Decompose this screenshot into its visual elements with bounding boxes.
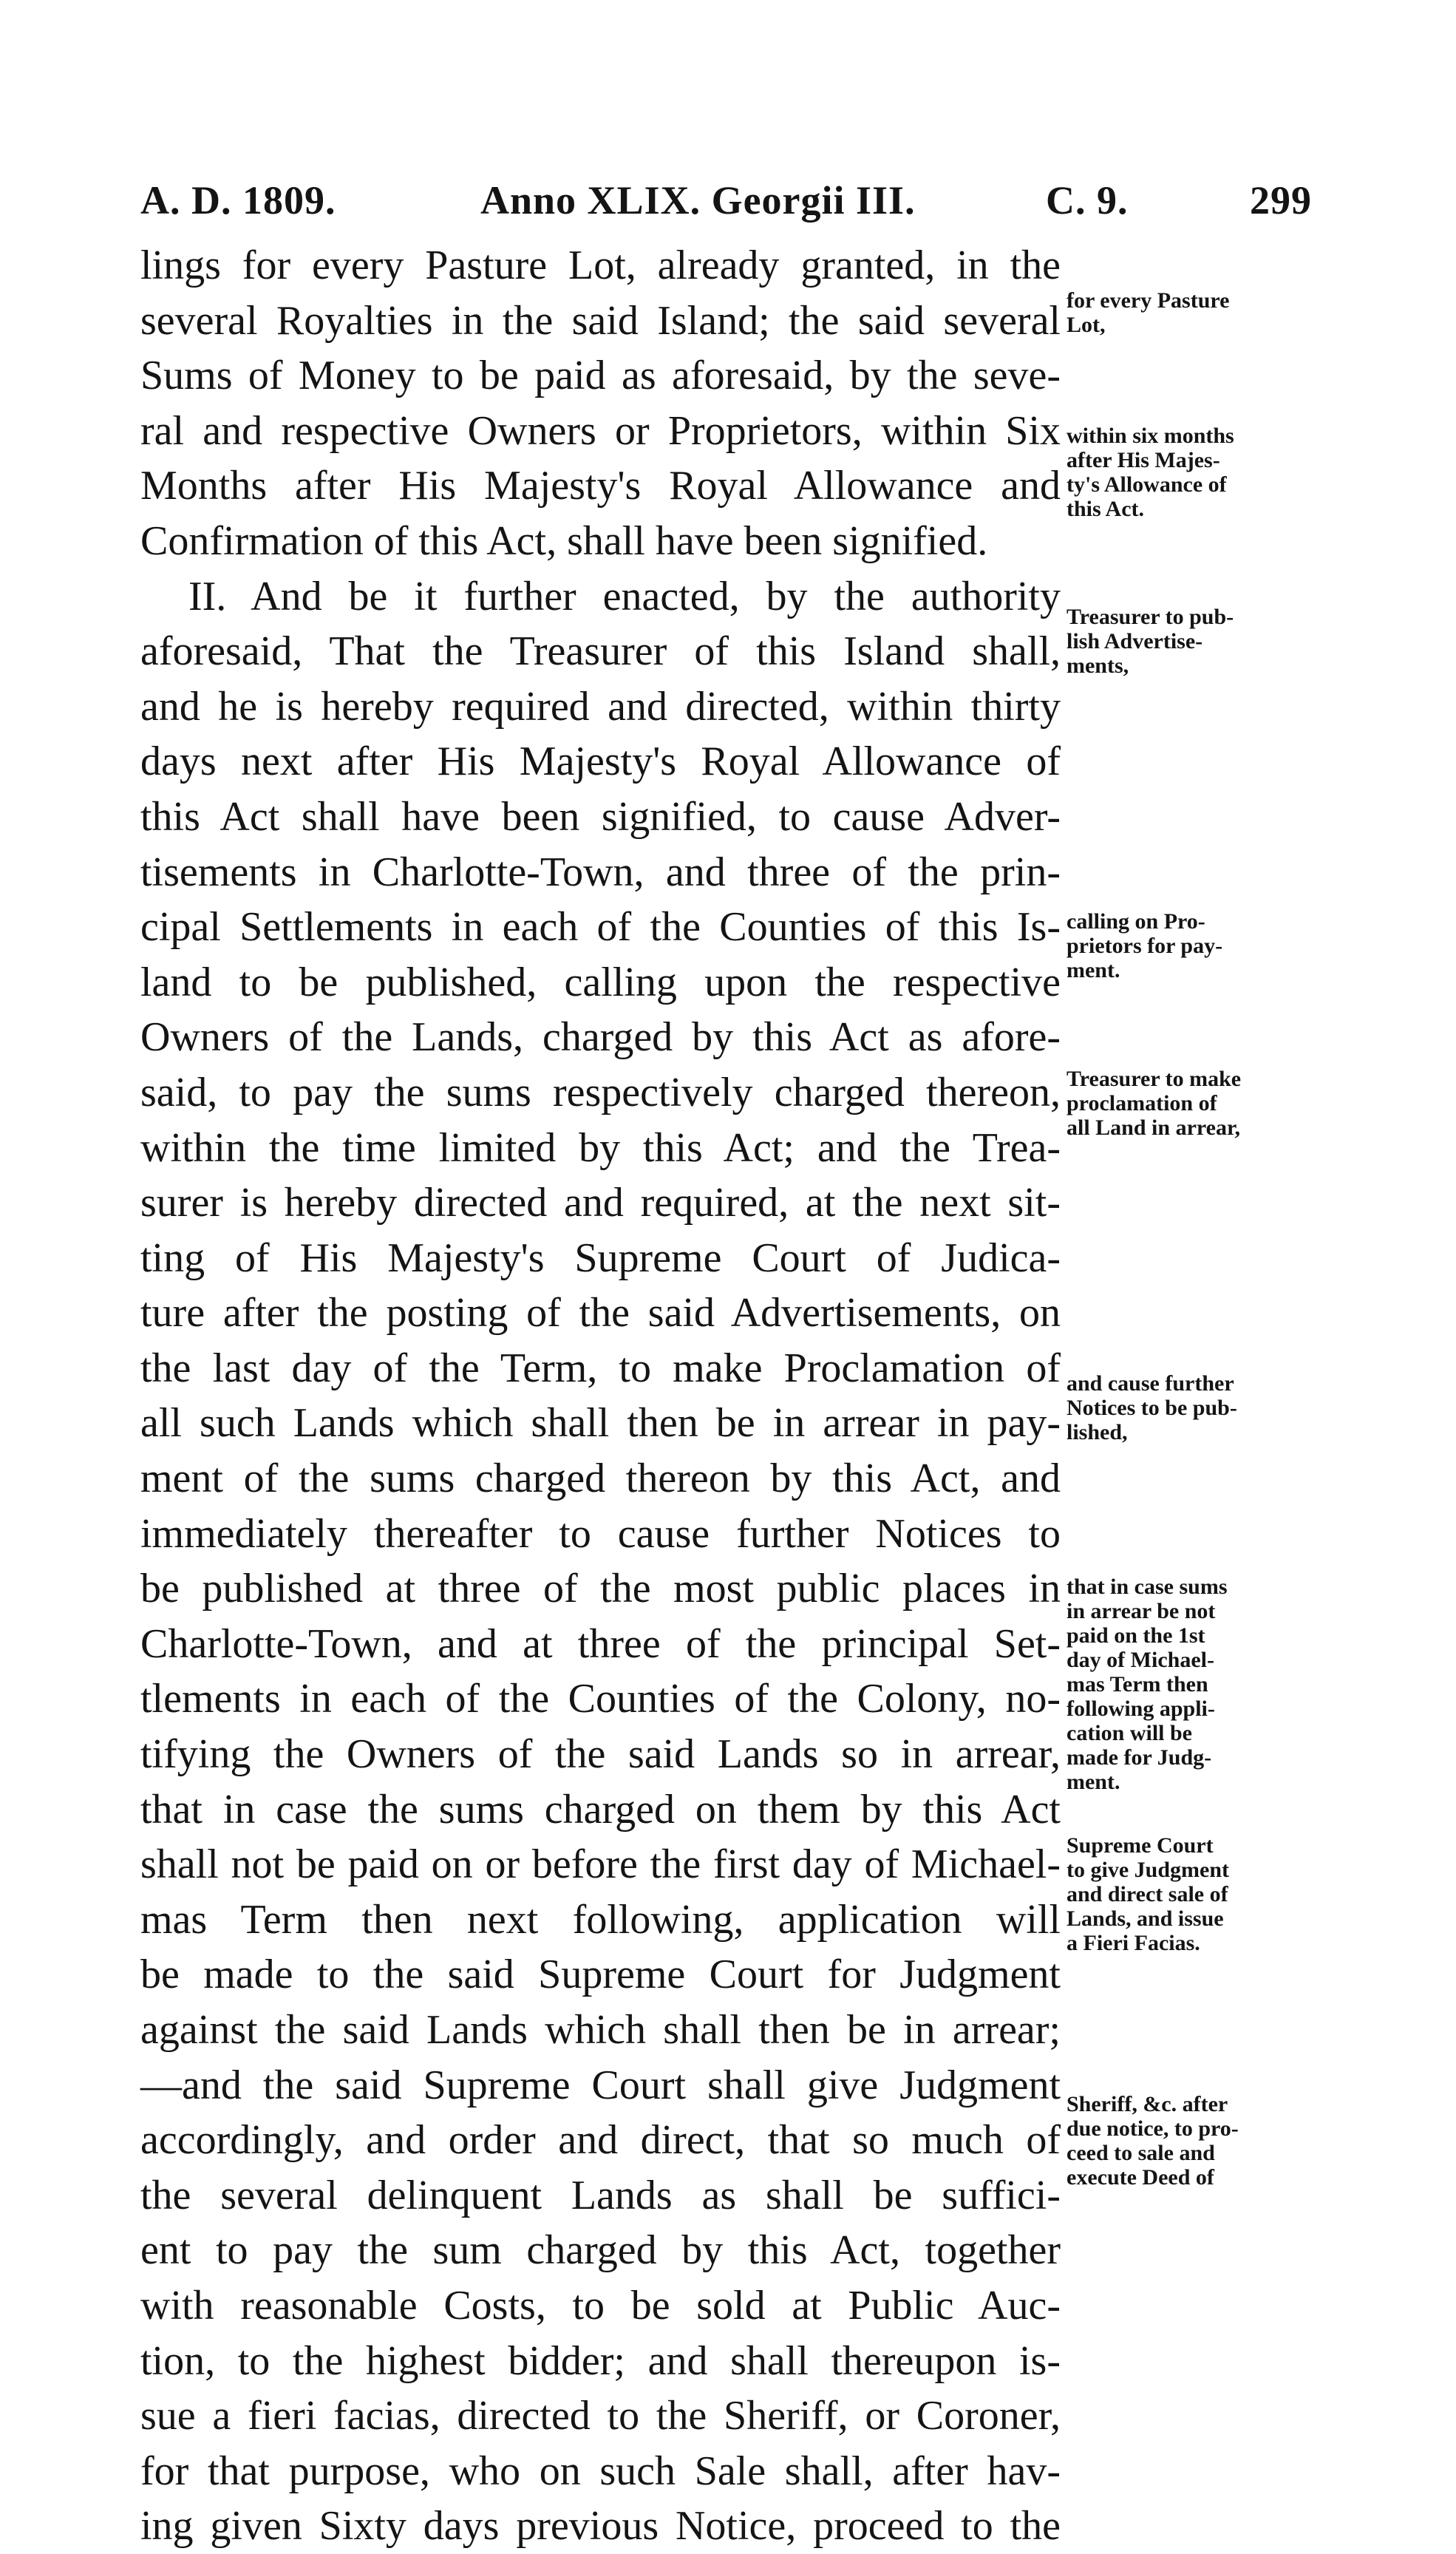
- body-line: tlements in each of the Counties of the Colony, no-: [140, 1676, 1061, 1722]
- margin-note-line: all Land in arrear,: [1067, 1115, 1241, 1140]
- margin-note-six-months: [1067, 424, 1321, 521]
- body-line: the last day of the Term, to make Proclamation of: [140, 1345, 1061, 1391]
- statute-body-text: [140, 238, 1061, 2554]
- body-line: Confirmation of this Act, shall have been signified.: [140, 517, 988, 564]
- body-line: land to be published, calling upon the respective: [140, 959, 1061, 1005]
- margin-note-line: and cause further: [1067, 1371, 1234, 1396]
- margin-note-line: execute Deed of: [1067, 2165, 1214, 2190]
- margin-note-line: for every Pasture: [1067, 288, 1230, 313]
- body-line: Charlotte-Town, and at three of the principal Set-: [140, 1620, 1061, 1667]
- header-year: A. D. 1809.: [140, 178, 336, 223]
- margin-note-line: Lot,: [1067, 313, 1106, 337]
- body-line: with reasonable Costs, to be sold at Public Auc-: [140, 2282, 1061, 2329]
- margin-note-line: cation will be: [1067, 1721, 1192, 1745]
- margin-note-line: within six months: [1067, 424, 1234, 448]
- body-line: all such Lands which shall then be in arrear in pay-: [140, 1400, 1061, 1447]
- header-regnal-year: Anno XLIX. Georgii III.: [480, 178, 916, 223]
- margin-note-line: to give Judgment: [1067, 1858, 1229, 1882]
- section-ii-start-line: II. And be it further enacted, by the authority: [188, 573, 1061, 619]
- body-line: tifying the Owners of the said Lands so in arrear,: [140, 1731, 1061, 1778]
- body-line: aforesaid, That the Treasurer of this Island shall,: [140, 628, 1061, 675]
- margin-note-further-notices: [1067, 1371, 1321, 1444]
- margin-note-line: ment.: [1067, 1770, 1120, 1794]
- body-line: tisements in Charlotte-Town, and three of the prin-: [140, 849, 1061, 895]
- body-line: surer is hereby directed and required, at the next sit-: [140, 1180, 1061, 1226]
- margin-note-line: a Fieri Facias.: [1067, 1931, 1200, 1955]
- margin-note-line: in arrear be not: [1067, 1599, 1216, 1623]
- margin-note-line: made for Judg-: [1067, 1745, 1212, 1770]
- body-line: that in case the sums charged on them by this Act: [140, 1786, 1061, 1833]
- margin-note-line: following appli-: [1067, 1697, 1215, 1721]
- margin-note-line: ments,: [1067, 653, 1129, 678]
- body-line: Sums of Money to be paid as aforesaid, by the seve-: [140, 353, 1061, 399]
- margin-note-line: ceed to sale and: [1067, 2141, 1215, 2165]
- body-line: ent to pay the sum charged by this Act, together: [140, 2227, 1061, 2274]
- body-line: several Royalties in the said Island; the said several: [140, 297, 1061, 344]
- margin-note-line: this Act.: [1067, 497, 1144, 521]
- body-line: tion, to the highest bidder; and shall thereupon is-: [140, 2337, 1061, 2384]
- margin-note-line: calling on Pro-: [1067, 909, 1205, 934]
- margin-note-line: ment.: [1067, 958, 1120, 982]
- margin-note-line: Supreme Court: [1067, 1833, 1214, 1858]
- body-line: within the time limited by this Act; and the Trea-: [140, 1124, 1061, 1171]
- body-line: lings for every Pasture Lot, already granted, in the: [140, 242, 1061, 288]
- body-line: ture after the posting of the said Advertisements, on: [140, 1290, 1061, 1337]
- body-line: shall not be paid on or before the first day of Michael-: [140, 1841, 1061, 1888]
- body-line: said, to pay the sums respectively charged thereon,: [140, 1069, 1061, 1115]
- margin-note-line: ty's Allowance of: [1067, 472, 1227, 497]
- body-line: Months after His Majesty's Royal Allowance and: [140, 463, 1061, 509]
- body-line: immediately thereafter to cause further Notices to: [140, 1510, 1061, 1557]
- margin-note-sheriff-sale: [1067, 2092, 1321, 2190]
- body-line: be published at three of the most public places in: [140, 1566, 1061, 1612]
- body-line: this Act shall have been signified, to cause Adver-: [140, 793, 1061, 840]
- body-line: ment of the sums charged thereon by this Act, and: [140, 1456, 1061, 1502]
- margin-note-line: lish Advertise-: [1067, 629, 1203, 653]
- margin-note-line: Treasurer to pub-: [1067, 605, 1234, 629]
- margin-note-line: after His Majes-: [1067, 448, 1220, 472]
- margin-note-line: prietors for pay-: [1067, 934, 1223, 958]
- body-line: for that purpose, who on such Sale shall, after hav-: [140, 2448, 1061, 2494]
- page-number: 299: [1250, 178, 1312, 223]
- margin-note-line: Treasurer to make: [1067, 1067, 1242, 1091]
- margin-note-judgment-application: [1067, 1575, 1321, 1794]
- margin-note-line: due notice, to pro-: [1067, 2116, 1239, 2141]
- margin-note-pasture-lot: [1067, 288, 1321, 337]
- margin-note-line: Sheriff, &c. after: [1067, 2092, 1228, 2116]
- margin-note-line: lished,: [1067, 1420, 1128, 1444]
- body-line: and he is hereby required and directed, within thirty: [140, 683, 1061, 730]
- running-header: [140, 177, 1312, 237]
- body-line: cipal Settlements in each of the Counties of this Is-: [140, 904, 1061, 951]
- body-line: sue a fieri facias, directed to the Sheriff, or Coroner,: [140, 2393, 1061, 2439]
- margin-note-line: and direct sale of: [1067, 1882, 1228, 1906]
- body-line: —and the said Supreme Court shall give Judgment: [140, 2062, 1061, 2108]
- margin-note-line: Notices to be pub-: [1067, 1396, 1237, 1420]
- margin-note-line: that in case sums: [1067, 1575, 1228, 1599]
- margin-note-calling-proprietors: [1067, 909, 1321, 982]
- body-line: ral and respective Owners or Proprietors, within Six: [140, 407, 1061, 454]
- body-line: be made to the said Supreme Court for Judgment: [140, 1952, 1061, 1998]
- header-chapter: C. 9.: [1046, 178, 1129, 223]
- body-line: ing given Sixty days previous Notice, proceed to the: [140, 2503, 1061, 2550]
- margin-note-line: proclamation of: [1067, 1091, 1217, 1115]
- margin-note-line: paid on the 1st: [1067, 1623, 1205, 1648]
- body-line: the several delinquent Lands as shall be suffici-: [140, 2172, 1061, 2218]
- body-line: accordingly, and order and direct, that so much of: [140, 2117, 1061, 2164]
- margin-note-treasurer-advertisements: [1067, 605, 1321, 678]
- margin-note-line: Lands, and issue: [1067, 1906, 1224, 1931]
- margin-note-fieri-facias: [1067, 1833, 1321, 1955]
- margin-note-line: day of Michael-: [1067, 1648, 1214, 1672]
- body-line: Owners of the Lands, charged by this Act as afore-: [140, 1014, 1061, 1061]
- body-line: ting of His Majesty's Supreme Court of Judica-: [140, 1234, 1061, 1281]
- body-line: against the said Lands which shall then be in arrear;: [140, 2007, 1061, 2053]
- margin-note-line: mas Term then: [1067, 1672, 1208, 1697]
- body-line: days next after His Majesty's Royal Allowance of: [140, 738, 1061, 785]
- body-line: mas Term then next following, application will: [140, 1896, 1061, 1943]
- margin-note-proclamation: [1067, 1067, 1321, 1140]
